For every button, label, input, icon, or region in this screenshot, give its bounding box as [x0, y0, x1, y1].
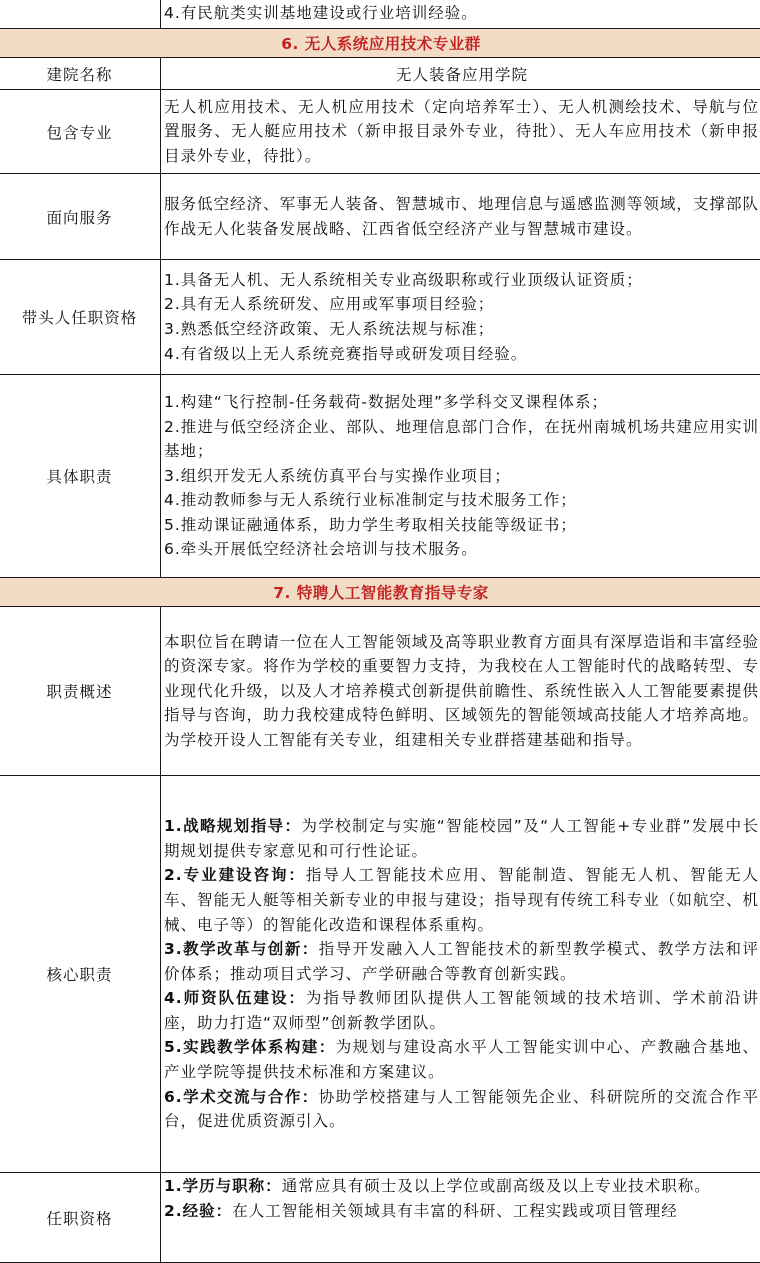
overview-text: 本职位旨在聘请一位在人工智能领域及高等职业教育方面具有深厚造诣和丰富经验的资深专家。将作为学校的重要智力支持，为我校在人工智能时代的战略转型、专业现代化升级，以及人才培养模式创新提供前瞻性、系统性嵌入人工智能要素提供指导与咨询，助力我校建成特色鲜明、区域领先的智能领域高技能人才培养高地。为学校开设人工智能有关专业，组建相关专业群搭建基础和指导。 [161, 607, 760, 776]
name-label: 建院名称 [0, 58, 161, 90]
list-item [164, 863, 759, 937]
item-body: 指导开发融入人工智能技术的新型教学模式、教学方法和评价体系；推动项目式学习、产学研融合等教育创新实践。 [164, 940, 759, 983]
table-row [0, 58, 760, 90]
table-row [0, 776, 760, 1173]
item-heading: 6.学术交流与合作： [164, 1088, 319, 1106]
list-item: 4.推动教师参与无人系统行业标准制定与技术服务工作； [164, 488, 759, 513]
service-label: 面向服务 [0, 174, 161, 260]
qualification-list [161, 260, 760, 375]
table-row [0, 375, 760, 578]
duties-list [161, 375, 760, 578]
item-heading: 4.师资队伍建设： [164, 989, 306, 1007]
list-item: 5.推动课证融通体系，助力学生考取相关技能等级证书； [164, 513, 759, 538]
section-7-title: 7. 特聘人工智能教育指导专家 [0, 578, 760, 607]
top-row-content: 4.有民航类实训基地建设或行业培训经验。 [161, 0, 760, 29]
table-row [0, 260, 760, 375]
item-heading: 1.学历与职称： [164, 1177, 282, 1195]
list-item [164, 814, 759, 863]
item-body: 为规划与建设高水平人工智能实训中心、产教融合基地、产业学院等提供技术标准和方案建议。 [164, 1038, 759, 1081]
table-row [0, 607, 760, 776]
list-item [164, 1174, 759, 1199]
list-item: 4.有省级以上无人系统竞赛指导或研发项目经验。 [164, 342, 759, 367]
table-row [0, 0, 760, 29]
majors-label: 包含专业 [0, 90, 161, 174]
item-body: 为指导教师团队提供人工智能领域的技术培训、学术前沿讲座，助力打造“双师型”创新教学团队。 [164, 989, 759, 1032]
list-item: 6.牵头开展低空经济社会培训与技术服务。 [164, 537, 759, 562]
item-heading: 2.专业建设咨询： [164, 866, 306, 884]
list-item: 2.推进与低空经济企业、部队、地理信息部门合作，在抚州南城机场共建应用实训基地； [164, 415, 759, 464]
table-row [0, 90, 760, 174]
empty-label-cell [0, 0, 161, 29]
duties-label: 具体职责 [0, 375, 161, 578]
qualification-label: 带头人任职资格 [0, 260, 161, 375]
item-body: 指导人工智能技术应用、智能制造、智能无人机、智能无人车、智能无人艇等相关新专业的申报与建设；指导现有传统工科专业（如航空、机械、电子等）的智能化改造和课程体系重构。 [164, 866, 759, 933]
item-heading: 2.经验： [164, 1202, 232, 1220]
item-heading: 3.教学改革与创新： [164, 940, 319, 958]
list-item [164, 937, 759, 986]
list-item: 1.构建“飞行控制-任务载荷-数据处理”多学科交叉课程体系； [164, 390, 759, 415]
item-body: 协助学校搭建与人工智能领先企业、科研院所的交流合作平台，促进优质资源引入。 [164, 1088, 759, 1131]
item-body: 为学校制定与实施“智能校园”及“人工智能+专业群”发展中长期规划提供专家意见和可行性论证。 [164, 817, 759, 860]
overview-label: 职责概述 [0, 607, 161, 776]
list-item [164, 1085, 759, 1134]
list-item [164, 986, 759, 1035]
list-item [164, 1199, 759, 1224]
item-heading: 1.战略规划指导： [164, 817, 301, 835]
table-row [0, 174, 760, 260]
section-header-row [0, 29, 760, 58]
item-body: 通常应具有硕士及以上学位或副高级及以上专业技术职称。 [282, 1177, 711, 1195]
requirements-list [161, 1173, 760, 1263]
list-item: 2.具有无人系统研发、应用或军事项目经验； [164, 292, 759, 317]
majors-text: 无人机应用技术、无人机应用技术（定向培养军士）、无人机测绘技术、导航与位置服务、无人艇应用技术（新申报目录外专业，待批）、无人车应用技术（新申报目录外专业，待批）。 [161, 90, 760, 174]
name-value: 无人装备应用学院 [161, 58, 760, 90]
list-item [164, 1035, 759, 1084]
core-duties-list [161, 776, 760, 1173]
list-item: 3.组织开发无人系统仿真平台与实操作业项目； [164, 464, 759, 489]
list-item: 1.具备无人机、无人系统相关专业高级职称或行业顶级认证资质； [164, 268, 759, 293]
core-duties-label: 核心职责 [0, 776, 161, 1173]
service-text: 服务低空经济、军事无人装备、智慧城市、地理信息与遥感监测等领域，支撑部队作战无人化装备发展战略、江西省低空经济产业与智慧城市建设。 [161, 174, 760, 260]
item-body: 在人工智能相关领域具有丰富的科研、工程实践或项目管理经 [232, 1202, 678, 1220]
requirements-label: 任职资格 [0, 1173, 161, 1263]
list-item: 3.熟悉低空经济政策、无人系统法规与标准； [164, 317, 759, 342]
section-6-title: 6. 无人系统应用技术专业群 [0, 29, 760, 58]
item-heading: 5.实践教学体系构建： [164, 1038, 336, 1056]
section-header-row [0, 578, 760, 607]
table-row [0, 1173, 760, 1263]
